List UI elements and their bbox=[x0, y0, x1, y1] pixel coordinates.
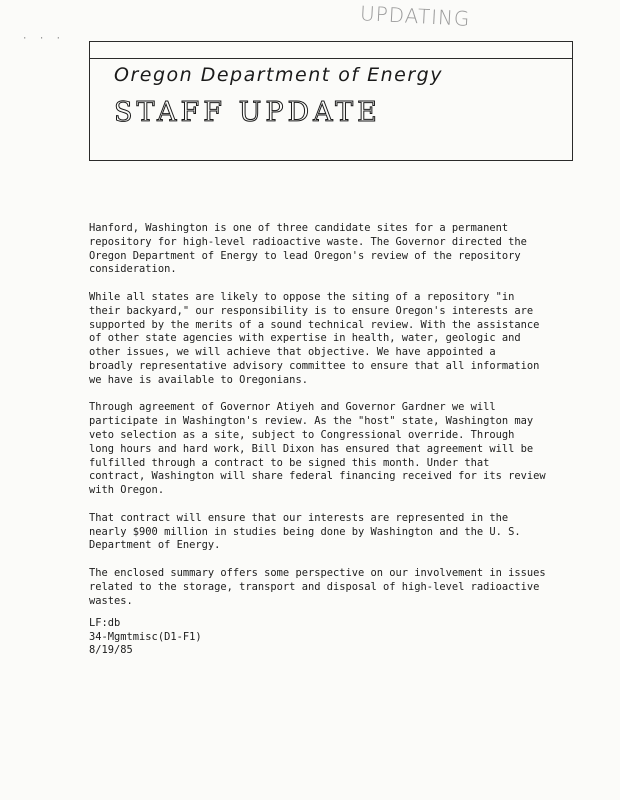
paragraph: Through agreement of Governor Atiyeh and Governor Gardner we will participate in Washington's review. As the "host" state, Washington may veto selection as a site, subject to Congressional override. Through long hours and hard work, Bill Dixon has ensured that agreement will be fulfilled through a contract to be signed this month. Under that contract, Washington will share federal financing received for its review with Oregon. bbox=[89, 401, 546, 497]
department-name: Oregon Department of Energy bbox=[114, 64, 443, 86]
header-box bbox=[89, 41, 573, 161]
paragraph: That contract will ensure that our interests are represented in the nearly $900 million in studies being done by Washington and the U. S. Department of Energy. bbox=[89, 511, 521, 552]
paragraph: The enclosed summary offers some perspective on our involvement in issues related to the storage, transport and disposal of high-level radioactive wastes. bbox=[89, 566, 546, 607]
stray-marks: · · · bbox=[22, 34, 65, 44]
body-text bbox=[89, 222, 559, 622]
typist-initials: LF:db bbox=[89, 617, 121, 629]
file-code: 34-Mgmtmisc(D1-F1) bbox=[89, 630, 202, 643]
paragraph: While all states are likely to oppose the siting of a repository "in their backyard," our responsibility is to ensure Oregon's interests are supported by the merits of a sound technical review. With the assistance of other state agencies with expertise in health, water, geologic and other issues, we will achieve that objective. We have appointed a broadly representative advisory committee to ensure that all information we have is available to Oregonians. bbox=[89, 290, 540, 386]
document-date: 8/19/85 bbox=[89, 644, 133, 657]
header-rule bbox=[90, 58, 572, 59]
handwritten-annotation: UPDATING bbox=[359, 1, 472, 31]
footer-reference bbox=[89, 617, 202, 658]
document-title: STAFF UPDATE bbox=[114, 97, 381, 128]
paragraph: Hanford, Washington is one of three candidate sites for a permanent repository for high-level radioactive waste. The Governor directed the Oregon Department of Energy to lead Oregon's review of the repository consideration. bbox=[89, 222, 527, 276]
